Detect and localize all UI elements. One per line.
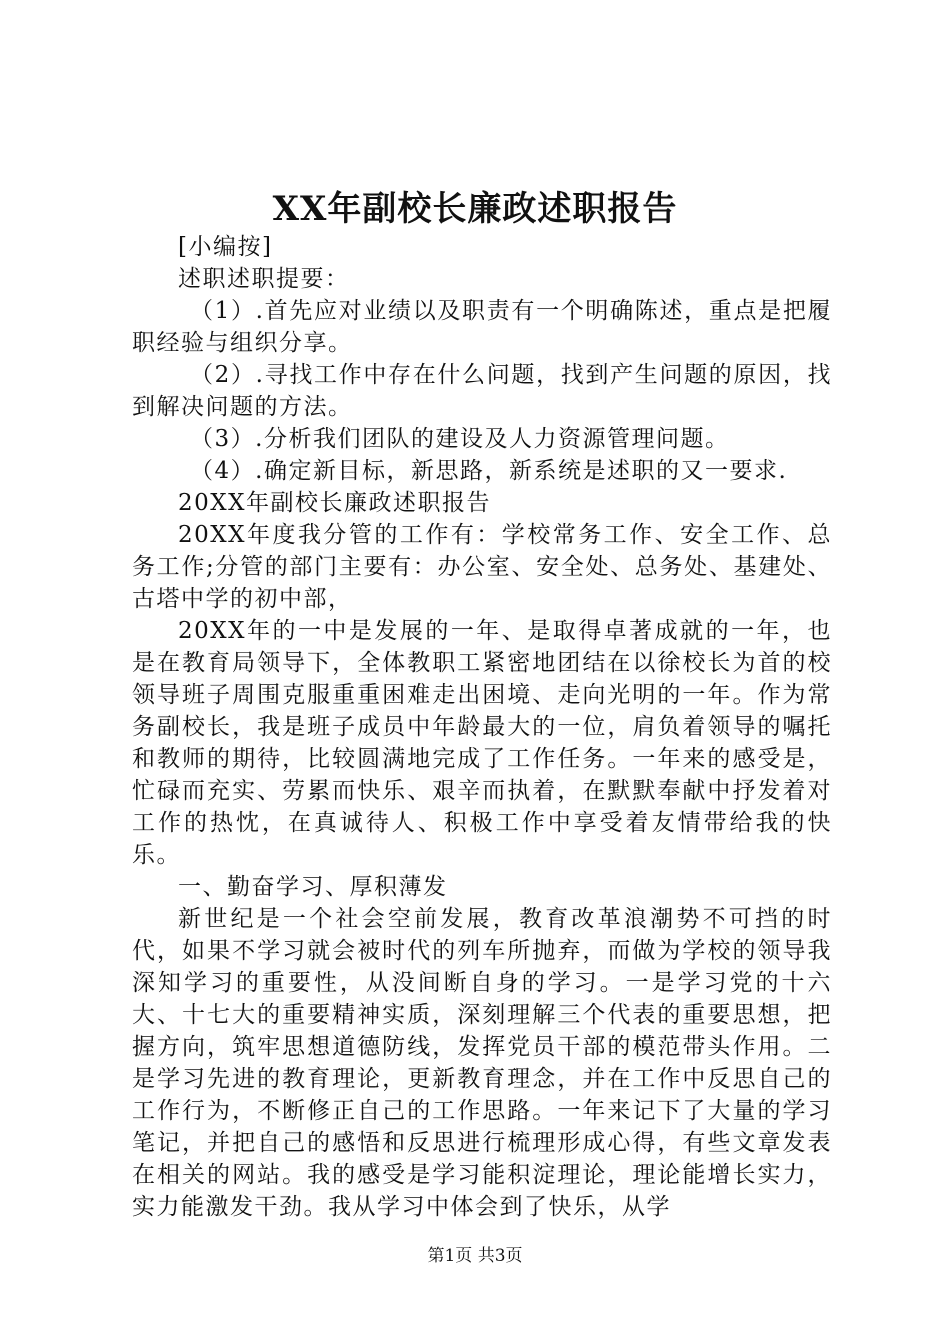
report-subtitle: 20XX年副校长廉政述职报告 — [178, 490, 492, 516]
document-body — [132, 231, 832, 1223]
body-paragraph: 20XX年度我分管的工作有：学校常务工作、安全工作、总务工作;分管的部门主要有：办公室、安全处、总务处、基建处、古塔中学的初中部， — [132, 522, 832, 612]
summary-item-3: （3）.分析我们团队的建设及人力资源管理问题。 — [190, 426, 730, 452]
page-number: 第1页 共3页 — [427, 1246, 523, 1266]
section-heading: 一、勤奋学习、厚积薄发 — [178, 874, 448, 900]
summary-item-1: （1）.首先应对业绩以及职责有一个明确陈述，重点是把履职经验与组织分享。 — [132, 298, 832, 356]
document-title: XX年副校长廉政述职报告 — [272, 189, 678, 229]
body-paragraph: 新世纪是一个社会空前发展，教育改革浪潮势不可挡的时代，如果不学习就会被时代的列车所抛弃，而做为学校的领导我深知学习的重要性，从没间断自身的学习。一是学习党的十六大、十七大的重要精神实质，深刻理解三个代表的重要思想，把握方向，筑牢思想道德防线，发挥党员干部的模范带头作用。二是学习先进的教育理论，更新教育理念，并在工作中反思自己的工作行为，不断修正自己的工作思路。一年来记下了大量的学习笔记，并把自己的感悟和反思进行梳理形成心得，有些文章发表在相关的网站。我的感受是学习能积淀理论，理论能增长实力，实力能激发干劲。我从学习中体会到了快乐，从学 — [132, 906, 832, 1220]
summary-item-4: （4）.确定新目标，新思路，新系统是述职的又一要求. — [190, 458, 788, 484]
editor-note: [小编按] — [178, 234, 273, 260]
summary-heading: 述职述职提要： — [178, 266, 350, 292]
body-paragraph: 20XX年的一中是发展的一年、是取得卓著成就的一年，也是在教育局领导下，全体教职工紧密地团结在以徐校长为首的校领导班子周围克服重重困难走出困境、走向光明的一年。作为常务副校长，我是班子成员中年龄最大的一位，肩负着领导的嘱托和教师的期待，比较圆满地完成了工作任务。一年来的感受是，忙碌而充实、劳累而快乐、艰辛而执着，在默默奉献中抒发着对工作的热忱，在真诚待人、积极工作中享受着友情带给我的快乐。 — [132, 618, 832, 868]
summary-item-2: （2）.寻找工作中存在什么问题，找到产生问题的原因，找到解决问题的方法。 — [132, 362, 832, 420]
